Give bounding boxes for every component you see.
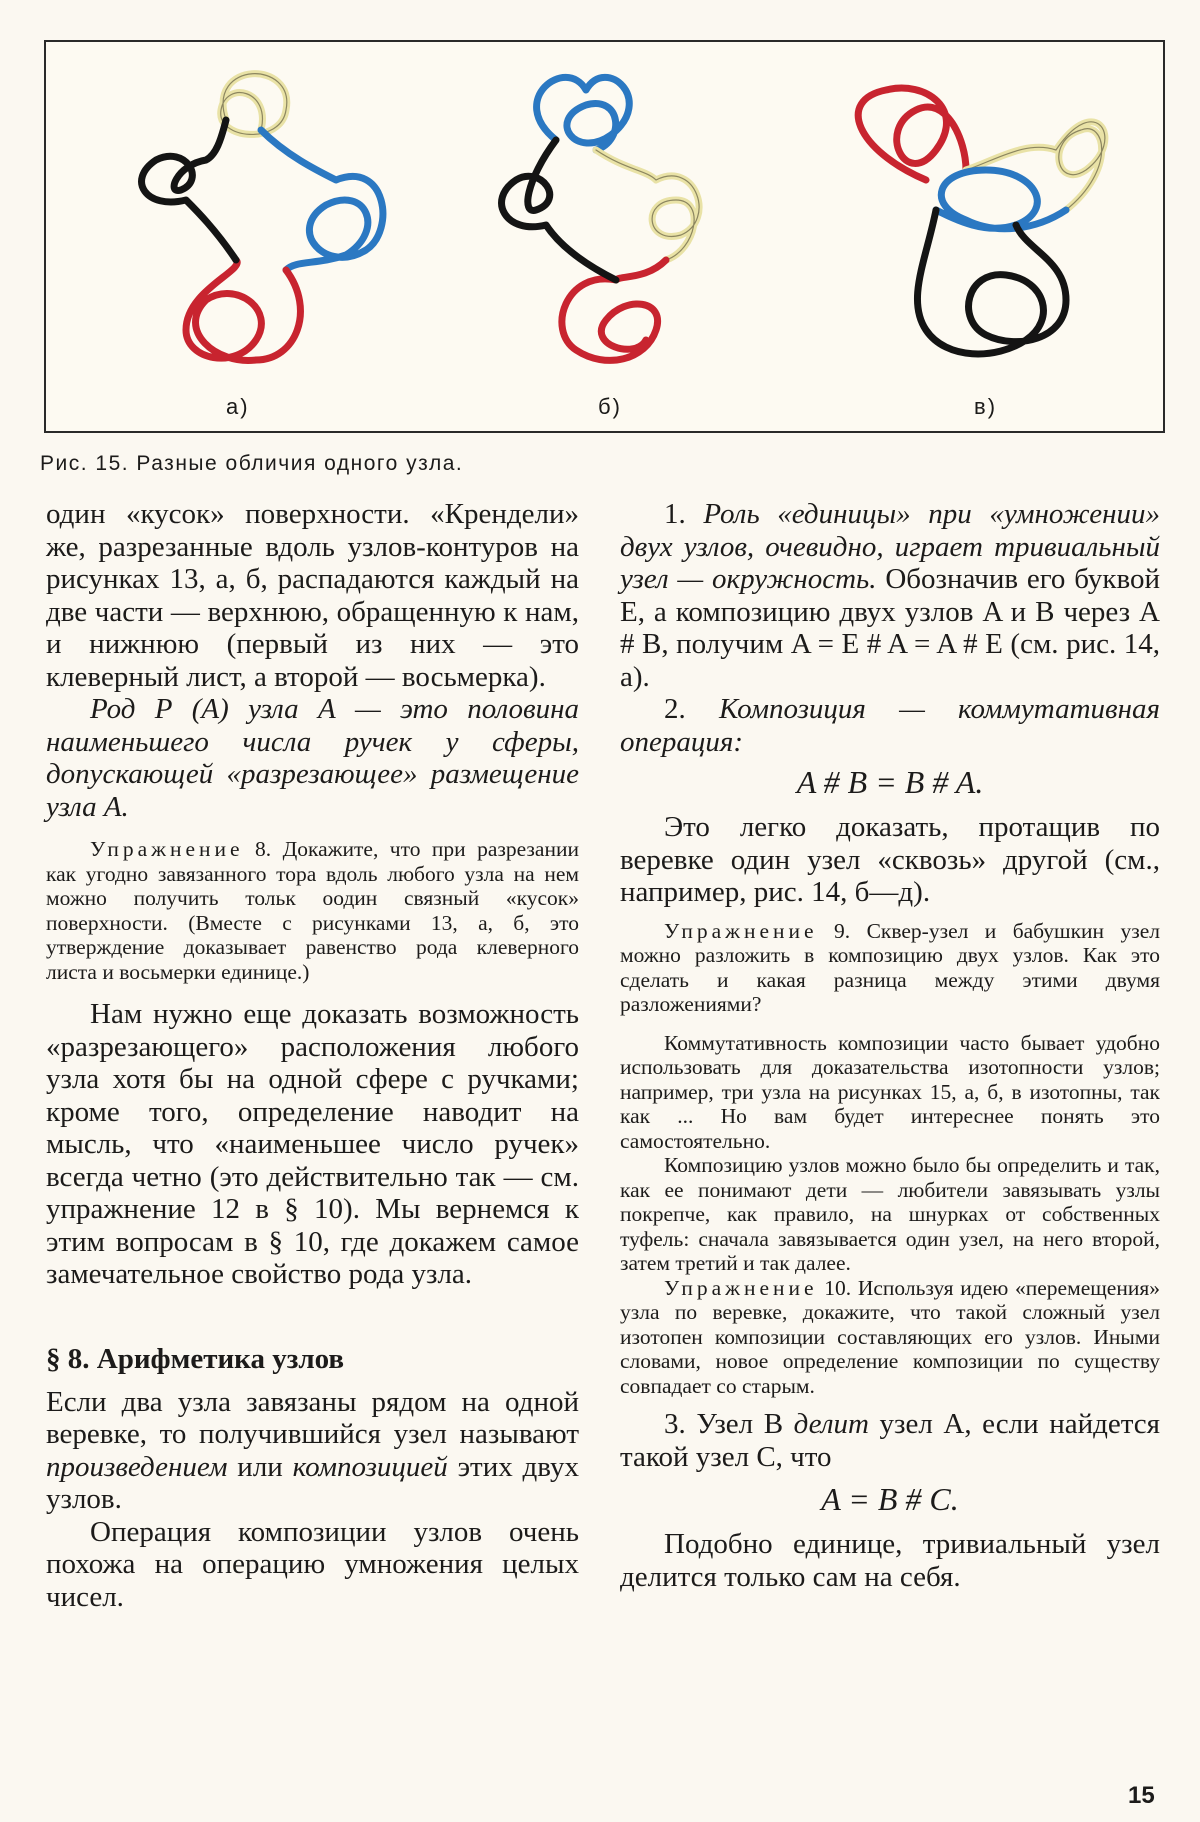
- composition-text-c: этих двух узлов.: [46, 1450, 579, 1515]
- composition-text-b: или: [227, 1450, 293, 1483]
- formula-divides: A = B # C.: [821, 1481, 959, 1517]
- property-3-text-a: 3. Узел B: [664, 1408, 794, 1440]
- property-2-italic: Композиция — коммутативная операция:: [620, 693, 1160, 758]
- figure-frame: [44, 40, 1165, 433]
- red-strand-a: [186, 260, 300, 360]
- red-strand-c: [858, 88, 966, 180]
- panel-label-a: а): [226, 394, 250, 419]
- exercise-10-label: Упражнение: [664, 1275, 818, 1300]
- black-strand-a: [142, 120, 236, 260]
- exercise-10: [620, 1276, 1160, 1399]
- exercise-8-label: Упражнение: [90, 837, 244, 861]
- property-1: [620, 498, 1160, 693]
- exercise-9-label: Упражнение: [664, 918, 818, 943]
- right-column: [620, 498, 1160, 1593]
- knot-illustration-c: [816, 60, 1156, 380]
- term-composition: композицией: [292, 1450, 448, 1483]
- exercise-10-text: 10. Используя идею «перемещения» узла по веревке, докажите, что такой сложный узел изотопен композиции составляющих его узлов. Иными словами, новое определение композиции по существу совпадает со старым.: [620, 1275, 1160, 1398]
- property-3-text-b: узел A, если найдется такой узел C, что: [620, 1408, 1161, 1473]
- knot-c-svg: [816, 60, 1156, 380]
- figure-caption: Рис. 15. Разные обличия одного узла.: [40, 452, 464, 475]
- knot-b-svg: [446, 60, 786, 380]
- blue-strand-c: [936, 170, 1066, 229]
- black-strand-b: [502, 140, 616, 280]
- property-2: [620, 693, 1160, 758]
- exercise-9: [620, 919, 1160, 1017]
- paragraph-pretzels: один «кусок» поверхности. «Крендели» же, разрезанные вдоль узлов-контуров на рисунках 13, а, б, распадаются каждый на две части — верхнюю, обращенную к нам, и нижнюю (первый из них — это клеверный лист, а второй — восьмерка).: [46, 498, 579, 693]
- property-2-number: 2.: [664, 693, 719, 725]
- exercise-8: [46, 837, 579, 984]
- knot-illustration-a: [86, 60, 426, 380]
- paragraph-cutting-placement: Нам нужно еще доказать возможность «разрезающего» расположения любого узла хотя бы на одной сфере с ручками; кроме того, определение наводит на мысль, что «наименьшее число ручек» всегда четно (это действительно так — см. упражнение 12 в § 10). Мы вернемся к этим вопросам в § 10, где докажем самое замечательное свойство рода узла.: [46, 998, 579, 1290]
- page-number: 15: [1128, 1782, 1155, 1809]
- knot-a-svg: [86, 60, 426, 380]
- paragraph-composition: [46, 1386, 579, 1516]
- note-commutativity: Коммутативность композиции часто бывает удобно использовать для доказательства изотопности узлов; например, три узла на рисунках 15, а, б, в изотопны, так как ... Но вам будет интереснее понять это самостоятельно.: [620, 1030, 1160, 1153]
- genus-definition: Род Р (А) узла А — это половина наименьшего числа ручек у сферы, допускающей «разрезающее» размещение узла А.: [46, 693, 579, 823]
- term-divides: делит: [793, 1408, 869, 1440]
- term-product: произведением: [46, 1450, 228, 1483]
- note-children-composition: Композицию узлов можно было бы определить и так, как ее понимают дети — любители завязывать узлы покрепче, как правило, на шнурках от собственных туфель: сначала завязывается один узел, на него второй, затем третий и так далее.: [620, 1153, 1160, 1275]
- panel-label-b: б): [598, 394, 622, 419]
- blue-strand-a: [261, 130, 383, 270]
- paragraph-trivial-divisor: Подобно единице, тривиальный узел делится только сам на себя.: [620, 1528, 1160, 1593]
- property-3: [620, 1408, 1160, 1473]
- property-1-number: 1.: [664, 498, 704, 530]
- paragraph-commutative-proof: Это легко доказать, протащив по веревке один узел «сквозь» другой (см., например, рис. 14, б—д).: [620, 811, 1160, 908]
- formula-commutative: A # B = B # A.: [796, 764, 984, 800]
- exercise-8-text: 8. Докажите, что при разрезании как угодно завязанного тора вдоль любого узла на нем можно получить тольк оодин связный «кусок» поверхности. (Вместе с рисунками 13, а, б, это утверждение доказывает равенство рода клеверного листа и восьмерки единице.): [46, 837, 579, 984]
- paragraph-multiplication: Операция композиции узлов очень похожа на операцию умножения целых чисел.: [46, 1515, 579, 1613]
- composition-text-a: Если два узла завязаны рядом на одной веревке, то получившийся узел называют: [46, 1385, 579, 1450]
- blue-strand-b: [537, 77, 630, 150]
- property-1-italic: Роль «единицы» при «умножении» двух узлов, очевидно, играет тривиальный узел — окружность.: [620, 498, 1160, 595]
- exercise-9-text: 9. Сквер-узел и бабушкин узел можно разложить в композицию двух узлов. Как это сделать и какая разница между этими двумя разложениями?: [620, 918, 1160, 1016]
- left-column: [46, 498, 579, 1613]
- section-title: § 8. Арифметика узлов: [46, 1342, 345, 1375]
- knot-illustration-b: [446, 60, 786, 380]
- yellow-strand-b: [596, 150, 699, 260]
- property-1-rest: Обозначив его буквой E, а композицию двух узлов A и B через A # B, получим A = E # A = A # E (см. рис. 14, а).: [620, 563, 1160, 693]
- panel-label-c: в): [974, 394, 998, 419]
